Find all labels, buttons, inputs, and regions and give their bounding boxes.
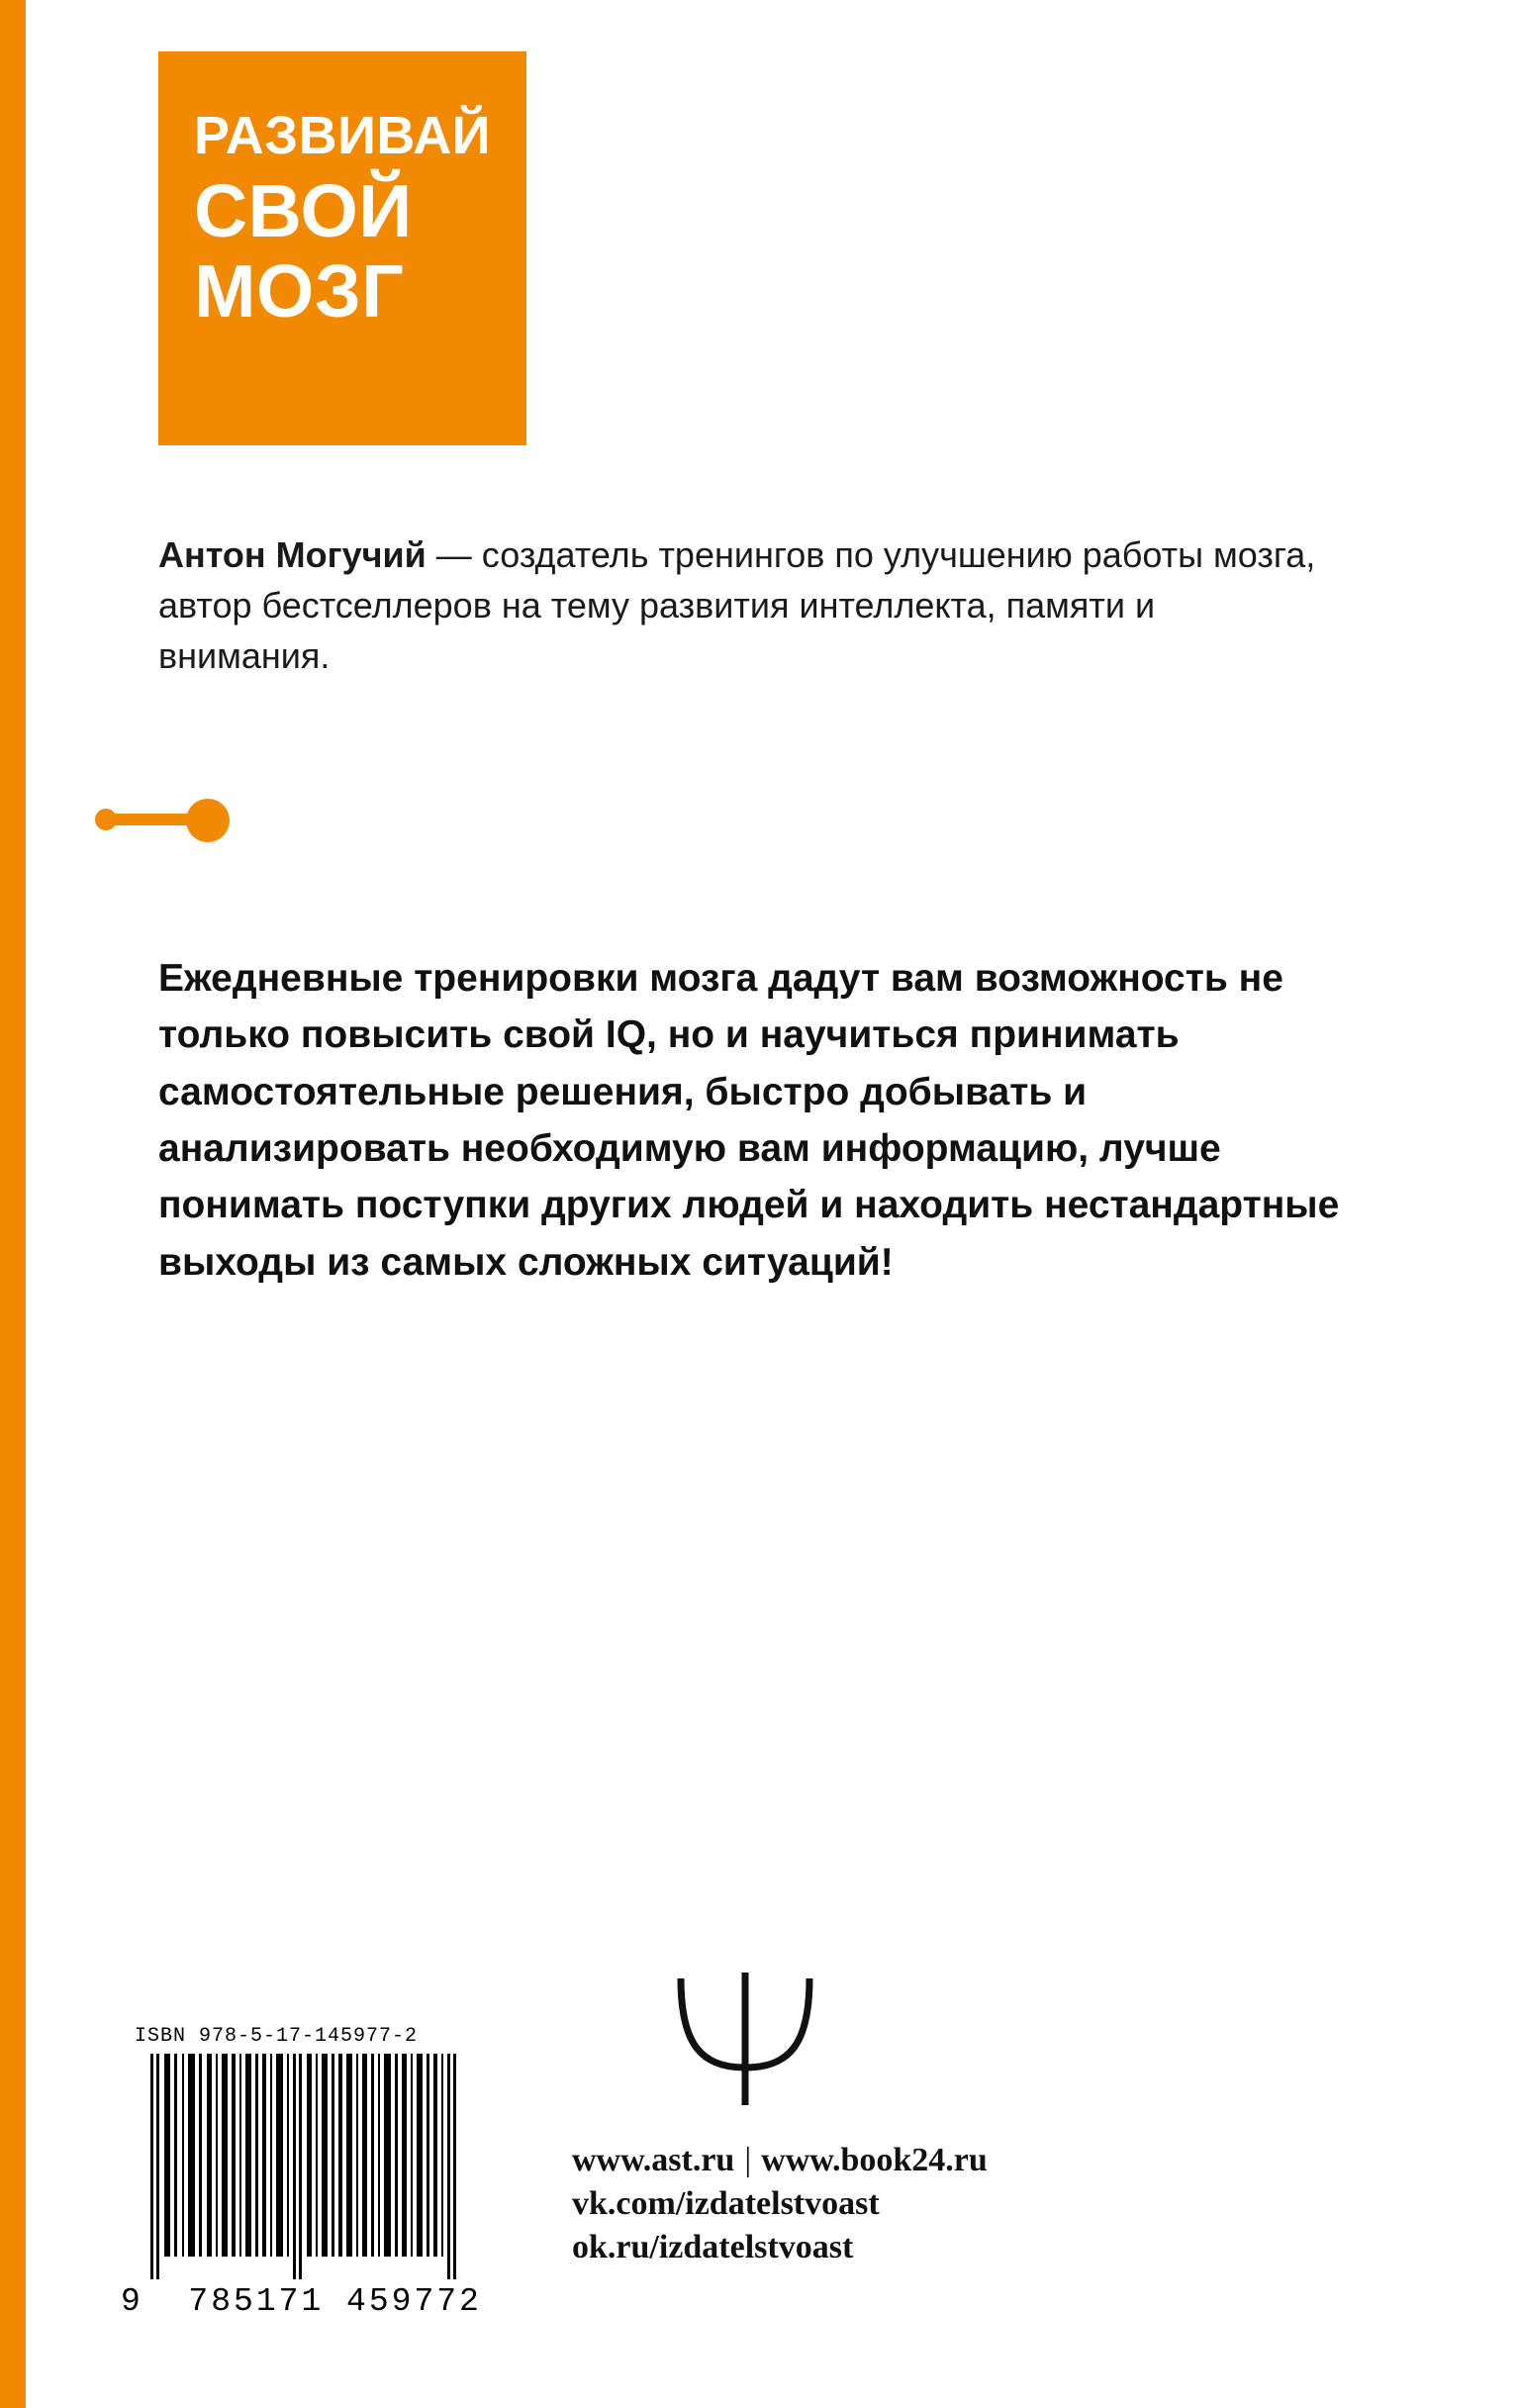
publisher-psi-logo-icon [651,1965,839,2113]
series-logo-line-3: МОЗГ [194,248,405,333]
ornament-bar-icon [115,814,194,825]
barcode-digit-main: 785171 459772 [188,2283,482,2320]
ornament-small-dot-icon [95,809,117,830]
publisher-shop-url[interactable]: www.book24.ru [761,2142,988,2178]
publisher-urls-row [572,2139,1284,2182]
barcode-digits [121,2283,517,2320]
author-description-text: — создатель тренингов по улучшению работы мозга, автор бестселлеров на тему развития интеллекта, памяти и внимания. [158,534,1316,677]
series-logo-line-2: СВОЙ [194,169,413,253]
book-blurb: Ежедневные тренировки мозга дадут вам возможность не только повысить свой IQ, но и научиться принимать самостоятельные решения, быстро добывать и анализировать необходимую вам информацию, лучше понимать поступки других людей и находить нестандартные выходы из самых сложных ситуаций! [158,957,1340,1284]
isbn-label: ISBN 978-5-17-145977-2 [135,2025,419,2048]
barcode-block [121,2025,517,2320]
author-name: Антон Могучий [158,534,427,575]
publisher-block [572,1965,1284,2270]
url-separator: | [744,2142,752,2178]
ornament-large-dot-icon [186,799,230,842]
barcode-image [121,2054,509,2287]
spine-stripe [0,0,26,2408]
barcode-digit-left: 9 [121,2283,143,2320]
series-logo-line-1: РАЗВИВАЙ [194,106,492,165]
series-logo-block [158,51,526,445]
publisher-vk-url[interactable]: vk.com/izdatelstvoast [572,2185,880,2223]
publisher-site-url[interactable]: www.ast.ru [572,2142,735,2178]
dot-dash-ornament-icon [95,797,243,842]
author-description [158,530,1326,681]
publisher-ok-url[interactable]: ok.ru/izdatelstvoast [572,2229,854,2266]
